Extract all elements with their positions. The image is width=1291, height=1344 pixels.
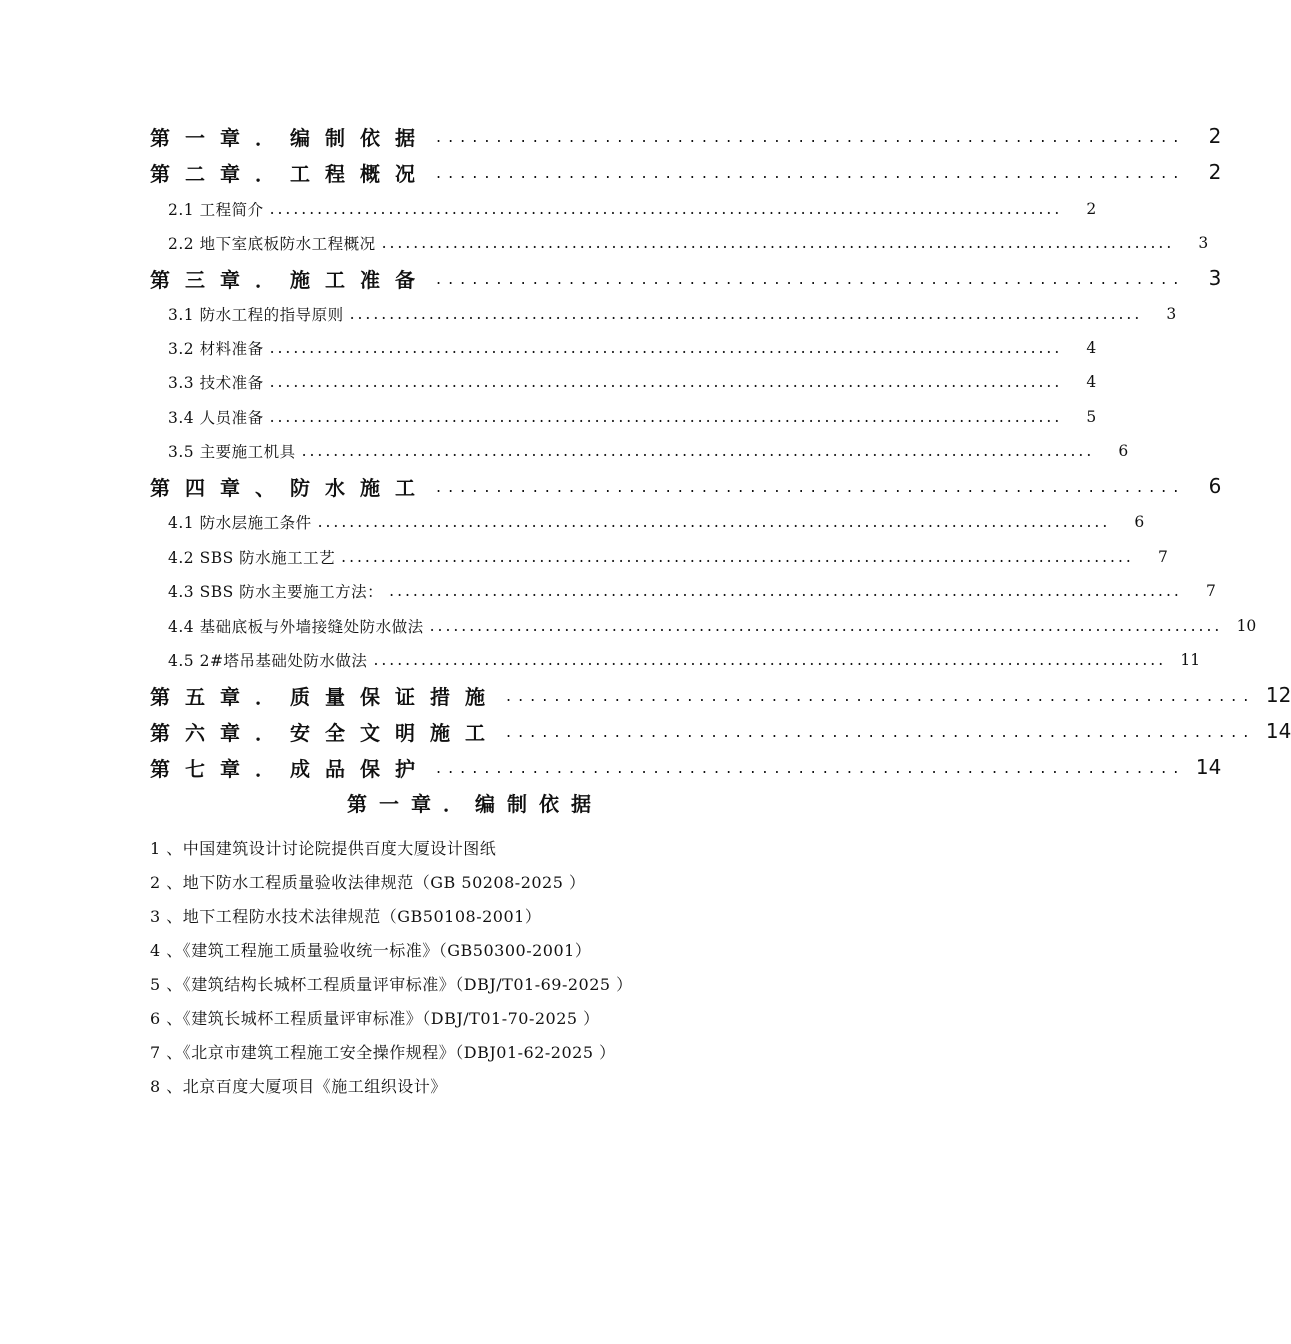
toc-section-3-1[interactable] [168,302,1177,326]
toc-chapter-4[interactable] [150,472,1222,500]
toc-chapter-3[interactable] [150,264,1222,292]
list-item: 4 、《建筑工程施工质量验收统一标准》（GB50300-2001） [150,941,592,960]
toc-leader-dots: .................................................................................................... [381,234,1175,252]
toc-leader-dots: .............................................................. [506,721,1256,741]
toc-leader-dots: .................................................................................................... [317,513,1111,531]
toc-section-3-4[interactable] [168,405,1097,429]
toc-leader-dots: .................................................................................................... [301,442,1095,460]
toc-page-number: 4 [1086,339,1097,357]
toc-chapter-title: 第四章、防水施工 [150,475,430,500]
toc-chapter-title: 第二章．工程概况 [150,161,430,186]
toc-page-number: 12 [1265,683,1291,707]
toc-section-4-3[interactable] [168,579,1216,603]
toc-page-number: 5 [1086,408,1097,426]
list-item: 3 、地下工程防水技术法律规范（GB50108-2001） [150,907,542,926]
list-item: 2 、地下防水工程质量验收法律规范（GB 50208-2025 ） [150,873,586,892]
toc-section-title: 3.2 材料准备 [168,340,264,358]
toc-leader-dots: .................................................................................................... [341,548,1134,566]
toc-chapter-title: 第七章．成品保护 [150,756,430,781]
toc-section-2-2[interactable] [168,231,1209,255]
toc-leader-dots: .................................................................................................... [373,651,1167,669]
toc-leader-dots: .................................................................................................... [269,373,1063,391]
toc-page-number: 14 [1195,755,1222,779]
toc-section-3-5[interactable] [168,439,1129,463]
toc-leader-dots: .............................................................. [436,268,1186,288]
toc-page-number: 10 [1236,617,1257,635]
toc-page-number: 6 [1134,513,1145,531]
toc-leader-dots: .............................................................. [436,126,1186,146]
list-item: 6 、《建筑长城杯工程质量评审标准》（DBJ/T01-70-2025 ） [150,1009,600,1028]
toc-leader-dots: .................................................................................................... [389,582,1182,600]
toc-section-4-4[interactable] [168,614,1257,638]
toc-section-title: 4.3 SBS 防水主要施工方法： [168,583,384,601]
toc-leader-dots: .................................................................................................... [349,305,1143,323]
list-item: 5 、《建筑结构长城杯工程质量评审标准》（DBJ/T01-69-2025 ） [150,975,633,994]
toc-chapter-title: 第五章．质量保证措施 [150,684,500,709]
toc-leader-dots: .................................................................................................... [269,339,1063,357]
toc-page-number: 3 [1166,305,1177,323]
toc-page-number: 2 [1086,200,1097,218]
toc-chapter-1[interactable] [150,122,1222,150]
toc-section-title: 3.3 技术准备 [168,374,264,392]
toc-section-4-1[interactable] [168,510,1145,534]
toc-chapter-2[interactable] [150,158,1222,186]
toc-page-number: 3 [1208,266,1222,290]
toc-section-3-2[interactable] [168,336,1097,360]
toc-page-number: 4 [1086,373,1097,391]
list-item: 7 、《北京市建筑工程施工安全操作规程》（DBJ01-62-2025 ） [150,1043,616,1062]
toc-section-title: 4.5 2#塔吊基础处防水做法 [168,652,368,670]
toc-chapter-5[interactable] [150,681,1291,709]
toc-leader-dots: .................................................................................................... [429,617,1223,635]
toc-section-title: 3.4 人员准备 [168,409,264,427]
toc-page-number: 7 [1157,548,1168,566]
toc-section-title: 3.1 防水工程的指导原则 [168,306,344,324]
toc-section-title: 4.4 基础底板与外墙接缝处防水做法 [168,618,424,636]
chapter-heading: 第一章．编制依据 [347,792,603,816]
list-item: 1 、中国建筑设计讨论院提供百度大厦设计图纸 [150,839,497,858]
toc-leader-dots: .................................................................................................... [269,200,1063,218]
toc-page-number: 14 [1265,719,1291,743]
toc-page-number: 6 [1118,442,1129,460]
toc-page-number: 11 [1180,651,1201,669]
toc-page-number: 6 [1208,474,1222,498]
toc-section-title: 3.5 主要施工机具 [168,443,296,461]
toc-chapter-6[interactable] [150,717,1291,745]
toc-section-title: 2.1 工程简介 [168,201,264,219]
toc-leader-dots: .............................................................. [436,162,1186,182]
toc-page-number: 2 [1208,160,1222,184]
toc-page-number: 2 [1208,124,1222,148]
toc-page-number: 3 [1198,234,1209,252]
toc-page-number: 7 [1205,582,1216,600]
toc-section-4-2[interactable] [168,545,1168,569]
toc-section-title: 4.2 SBS 防水施工工艺 [168,549,336,567]
toc-section-3-3[interactable] [168,370,1097,394]
toc-section-title: 4.1 防水层施工条件 [168,514,312,532]
toc-leader-dots: .............................................................. [506,685,1256,705]
toc-section-4-5[interactable] [168,648,1201,672]
toc-chapter-title: 第一章．编制依据 [150,125,430,150]
toc-chapter-title: 第六章．安全文明施工 [150,720,500,745]
toc-leader-dots: .............................................................. [436,757,1186,777]
toc-leader-dots: .............................................................. [436,476,1186,496]
toc-chapter-title: 第三章．施工准备 [150,267,430,292]
toc-leader-dots: .................................................................................................... [269,408,1063,426]
list-item: 8 、北京百度大厦项目《施工组织设计》 [150,1077,447,1096]
toc-chapter-7[interactable] [150,753,1222,781]
toc-section-title: 2.2 地下室底板防水工程概况 [168,235,376,253]
toc-section-2-1[interactable] [168,197,1097,221]
